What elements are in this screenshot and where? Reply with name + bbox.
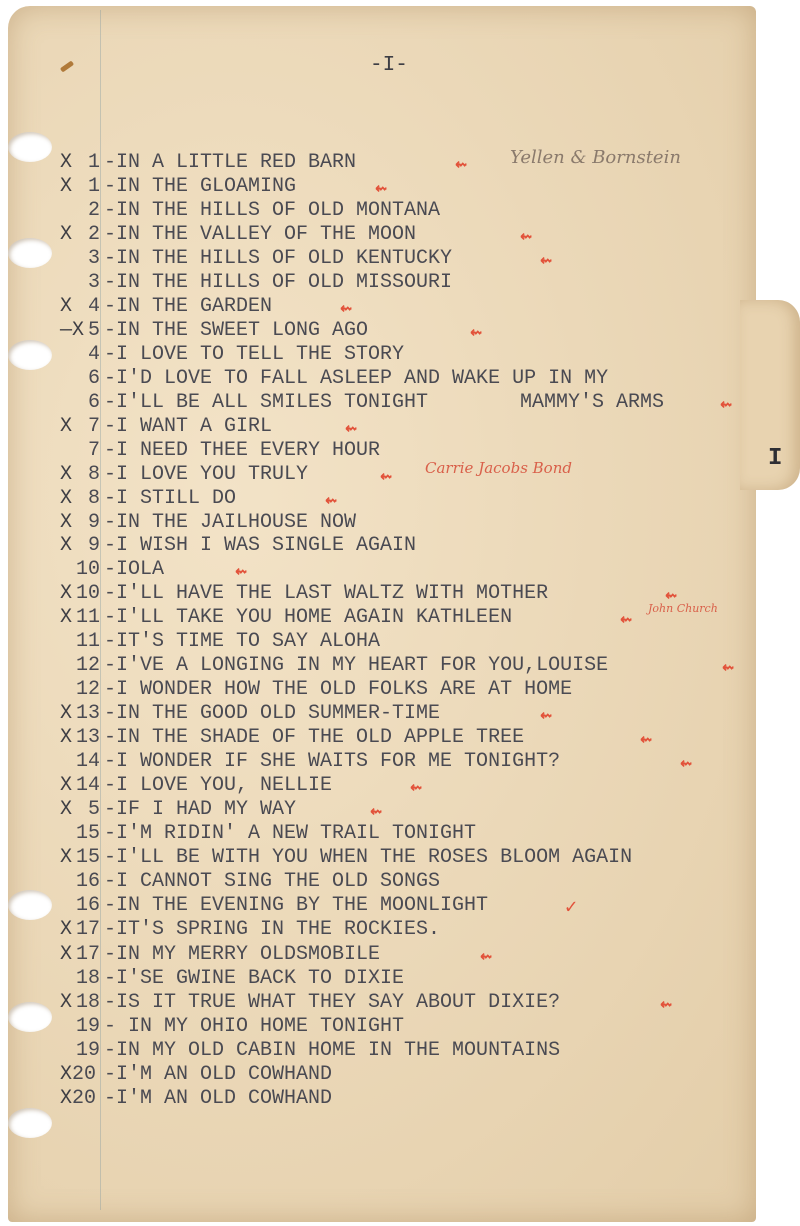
tally-mark: X bbox=[60, 1063, 73, 1086]
entry-number: 17 bbox=[75, 943, 100, 966]
entry-number: 7 bbox=[87, 415, 100, 438]
song-title: -IN THE SHADE OF THE OLD APPLE TREE bbox=[104, 726, 525, 749]
song-entry bbox=[0, 967, 800, 991]
tally-mark: —X bbox=[60, 319, 85, 342]
entry-number: 12 bbox=[75, 654, 100, 677]
song-entry bbox=[0, 702, 800, 726]
entry-number: 16 bbox=[75, 894, 100, 917]
entry-number: 2 bbox=[87, 199, 100, 222]
red-check-mark: ⇜ bbox=[640, 729, 653, 752]
song-entry bbox=[0, 1015, 800, 1039]
red-check-mark: ⇜ bbox=[370, 801, 383, 824]
tally-mark: X bbox=[60, 175, 73, 198]
tally-mark: X bbox=[60, 943, 73, 966]
song-title: -I'SE GWINE BACK TO DIXIE bbox=[104, 967, 405, 990]
song-title: -IN THE VALLEY OF THE MOON bbox=[104, 223, 417, 246]
song-entry bbox=[0, 678, 800, 702]
song-entry bbox=[0, 459, 800, 489]
song-title: -IN THE GOOD OLD SUMMER-TIME bbox=[104, 702, 441, 725]
song-entry bbox=[0, 319, 800, 343]
entry-number: 19 bbox=[75, 1015, 100, 1038]
tally-mark: X bbox=[60, 463, 73, 486]
song-entry bbox=[0, 175, 800, 199]
handwritten-note: Yellen & Bornstein bbox=[510, 147, 681, 168]
tally-mark: X bbox=[60, 991, 73, 1014]
song-title: -I LOVE YOU, NELLIE bbox=[104, 774, 333, 797]
entry-number: 13 bbox=[75, 726, 100, 749]
song-entry bbox=[0, 343, 800, 367]
entry-number: 17 bbox=[75, 918, 100, 941]
song-entry bbox=[0, 630, 800, 654]
song-entry bbox=[0, 511, 800, 535]
song-title: -I'LL BE WITH YOU WHEN THE ROSES BLOOM AGAIN bbox=[104, 846, 633, 869]
song-entry bbox=[0, 223, 800, 247]
song-entry bbox=[0, 247, 800, 271]
song-entry bbox=[0, 487, 800, 511]
entry-number: 9 bbox=[87, 534, 100, 557]
song-title: -IT'S SPRING IN THE ROCKIES. bbox=[104, 918, 441, 941]
entry-number: 2 bbox=[87, 223, 100, 246]
red-check-mark: ⇜ bbox=[345, 418, 358, 441]
entry-number: 5 bbox=[87, 798, 100, 821]
entry-number: 9 bbox=[87, 511, 100, 534]
entry-number: 18 bbox=[75, 991, 100, 1014]
entry-number: 16 bbox=[75, 870, 100, 893]
song-title: -IN THE JAILHOUSE NOW bbox=[104, 511, 357, 534]
page-number: -I- bbox=[370, 54, 408, 77]
entry-number: 5 bbox=[87, 319, 100, 342]
song-title: -I CANNOT SING THE OLD SONGS bbox=[104, 870, 441, 893]
song-entry bbox=[0, 774, 800, 798]
song-entry bbox=[0, 943, 800, 967]
song-title: -I'D LOVE TO FALL ASLEEP AND WAKE UP IN MY bbox=[104, 367, 609, 390]
song-title: -IF I HAD MY WAY bbox=[104, 798, 297, 821]
song-entry bbox=[0, 534, 800, 558]
tally-mark: X bbox=[60, 702, 73, 725]
entry-number: 12 bbox=[75, 678, 100, 701]
song-entry bbox=[0, 1087, 800, 1111]
song-entry bbox=[0, 558, 800, 582]
entry-number: 6 bbox=[87, 391, 100, 414]
tab-letter: I bbox=[768, 445, 783, 472]
entry-number: 11 bbox=[75, 606, 100, 629]
tally-mark: X bbox=[60, 534, 73, 557]
red-check-mark: ⇜ bbox=[540, 250, 553, 273]
song-entry bbox=[0, 415, 800, 439]
red-check-mark: ⇜ bbox=[410, 777, 423, 800]
red-check-mark: ⇜ bbox=[680, 753, 693, 776]
song-title: -I'M RIDIN' A NEW TRAIL TONIGHT bbox=[104, 822, 477, 845]
song-title: -IS IT TRUE WHAT THEY SAY ABOUT DIXIE? bbox=[104, 991, 561, 1014]
song-title: -IN THE GLOAMING bbox=[104, 175, 297, 198]
tally-mark: X bbox=[60, 487, 73, 510]
entry-number: 7 bbox=[87, 439, 100, 462]
song-title-continued: MAMMY'S ARMS bbox=[520, 391, 665, 414]
song-title: -I WONDER HOW THE OLD FOLKS ARE AT HOME bbox=[104, 678, 573, 701]
red-check-mark: ⇜ bbox=[620, 609, 633, 632]
tally-mark: X bbox=[60, 606, 73, 629]
tally-mark: X bbox=[60, 223, 73, 246]
song-title: -IN THE GARDEN bbox=[104, 295, 273, 318]
entry-number: 13 bbox=[75, 702, 100, 725]
tally-mark: X bbox=[60, 151, 73, 174]
red-check-mark: ⇜ bbox=[380, 466, 393, 489]
entry-number: 15 bbox=[75, 846, 100, 869]
song-entry bbox=[0, 846, 800, 870]
song-title: -I STILL DO bbox=[104, 487, 237, 510]
song-title: -I'LL HAVE THE LAST WALTZ WITH MOTHER bbox=[104, 582, 549, 605]
entry-number: 18 bbox=[75, 967, 100, 990]
song-entry bbox=[0, 295, 800, 319]
tally-mark: X bbox=[60, 774, 73, 797]
red-check-mark: ✓ bbox=[565, 897, 578, 920]
song-title: -IN THE EVENING BY THE MOONLIGHT bbox=[104, 894, 489, 917]
song-title: -I'LL BE ALL SMILES TONIGHT bbox=[104, 391, 429, 414]
song-entry bbox=[0, 822, 800, 846]
song-title: -IN A LITTLE RED BARN bbox=[104, 151, 357, 174]
song-title: -I'LL TAKE YOU HOME AGAIN KATHLEEN bbox=[104, 606, 513, 629]
song-title: -I NEED THEE EVERY HOUR bbox=[104, 439, 381, 462]
song-entry bbox=[0, 199, 800, 223]
song-entry bbox=[0, 654, 800, 678]
entry-number: 4 bbox=[87, 343, 100, 366]
entry-number: 19 bbox=[75, 1039, 100, 1062]
song-title: -IN THE SWEET LONG AGO bbox=[104, 319, 369, 342]
song-entry bbox=[0, 870, 800, 894]
song-entry bbox=[0, 918, 800, 942]
red-check-mark: ⇜ bbox=[665, 585, 678, 608]
song-title: -IN MY MERRY OLDSMOBILE bbox=[104, 943, 381, 966]
entry-number: 1 bbox=[87, 151, 100, 174]
red-check-mark: ⇜ bbox=[235, 561, 248, 584]
entry-number: 10 bbox=[75, 558, 100, 581]
song-title: -I WONDER IF SHE WAITS FOR ME TONIGHT? bbox=[104, 750, 561, 773]
song-title: -I'VE A LONGING IN MY HEART FOR YOU,LOUISE bbox=[104, 654, 609, 677]
tally-mark: X bbox=[60, 415, 73, 438]
entry-number: 20 bbox=[71, 1063, 96, 1086]
red-check-mark: ⇜ bbox=[470, 322, 483, 345]
handwritten-note: Carrie Jacobs Bond bbox=[425, 459, 572, 477]
song-entry bbox=[0, 991, 800, 1015]
entry-number: 4 bbox=[87, 295, 100, 318]
red-check-mark: ⇜ bbox=[375, 178, 388, 201]
song-entry bbox=[0, 391, 800, 415]
tally-mark: X bbox=[60, 511, 73, 534]
entry-number: 11 bbox=[75, 630, 100, 653]
entry-number: 20 bbox=[71, 1087, 96, 1110]
entry-number: 8 bbox=[87, 487, 100, 510]
song-title: -I'M AN OLD COWHAND bbox=[104, 1063, 333, 1086]
entry-number: 15 bbox=[75, 822, 100, 845]
song-entry bbox=[0, 894, 800, 918]
entry-number: 8 bbox=[87, 463, 100, 486]
entry-number: 6 bbox=[87, 367, 100, 390]
tally-mark: X bbox=[60, 798, 73, 821]
entry-number: 14 bbox=[75, 774, 100, 797]
red-check-mark: ⇜ bbox=[660, 994, 673, 1017]
song-entry bbox=[0, 726, 800, 750]
song-title: -IN MY OLD CABIN HOME IN THE MOUNTAINS bbox=[104, 1039, 561, 1062]
song-title: -IOLA bbox=[104, 558, 165, 581]
song-title: -IN THE HILLS OF OLD KENTUCKY bbox=[104, 247, 453, 270]
red-check-mark: ⇜ bbox=[325, 490, 338, 513]
tally-mark: X bbox=[60, 1087, 73, 1110]
song-entry bbox=[0, 271, 800, 295]
tally-mark: X bbox=[60, 726, 73, 749]
entry-number: 3 bbox=[87, 271, 100, 294]
entry-number: 14 bbox=[75, 750, 100, 773]
song-title: -I'M AN OLD COWHAND bbox=[104, 1087, 333, 1110]
red-check-mark: ⇜ bbox=[720, 394, 733, 417]
entry-number: 10 bbox=[75, 582, 100, 605]
tally-mark: X bbox=[60, 295, 73, 318]
song-entry bbox=[0, 1063, 800, 1087]
song-title: -I WISH I WAS SINGLE AGAIN bbox=[104, 534, 417, 557]
song-title: -IN THE HILLS OF OLD MISSOURI bbox=[104, 271, 453, 294]
tally-mark: X bbox=[60, 846, 73, 869]
red-check-mark: ⇜ bbox=[340, 298, 353, 321]
red-check-mark: ⇜ bbox=[540, 705, 553, 728]
song-title: - IN MY OHIO HOME TONIGHT bbox=[104, 1015, 405, 1038]
song-entry bbox=[0, 798, 800, 822]
tally-mark: X bbox=[60, 918, 73, 941]
song-title: -I WANT A GIRL bbox=[104, 415, 273, 438]
song-entry bbox=[0, 147, 800, 177]
song-title: -I LOVE YOU TRULY bbox=[104, 463, 309, 486]
entry-number: 1 bbox=[87, 175, 100, 198]
song-title: -IN THE HILLS OF OLD MONTANA bbox=[104, 199, 441, 222]
red-check-mark: ⇜ bbox=[520, 226, 533, 249]
red-check-mark: ⇜ bbox=[455, 154, 468, 177]
song-title: -IT'S TIME TO SAY ALOHA bbox=[104, 630, 381, 653]
song-entry bbox=[0, 439, 800, 463]
binder-hole bbox=[8, 1108, 52, 1138]
red-check-mark: ⇜ bbox=[722, 657, 735, 680]
song-entry bbox=[0, 750, 800, 774]
red-check-mark: ⇜ bbox=[480, 946, 493, 969]
song-entry bbox=[0, 602, 800, 632]
entry-number: 3 bbox=[87, 247, 100, 270]
song-title: -I LOVE TO TELL THE STORY bbox=[104, 343, 405, 366]
song-entry bbox=[0, 1039, 800, 1063]
tally-mark: X bbox=[60, 582, 73, 605]
handwritten-note: John Church bbox=[648, 602, 718, 615]
